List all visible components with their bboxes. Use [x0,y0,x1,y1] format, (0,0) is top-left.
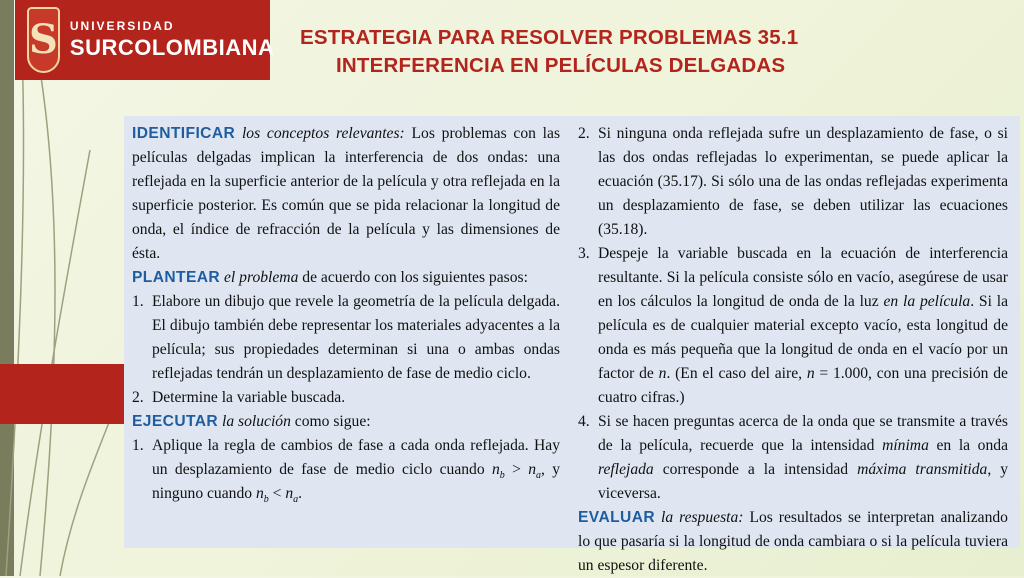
list-item: 1. Elabore un dibujo que revele la geometría de la película delgada. El dibujo también debe representar los materiales adyacentes a la película; sus propiedades determinan si una o ambas ondas reflejadas tendrán un desplazamiento de fase de medio ciclo. [132,293,560,382]
list-item: 3. Despeje la variable buscada en la ecuación de interferencia resultante. Si la película consiste sólo en vacío, asegúrese de usar en los cálculos la longitud de onda de la luz en la película. Si la película es de cualquier material excepto vacío, esta longitud de onda es más pequeña que la longitud de onda en el vacío por un factor de n. (En el caso del aire, n = 1.000, con una precisión de cuatro cifras.) [578,245,1008,406]
logo-small-text: UNIVERSIDAD [69,19,175,33]
list-item: 2. Determine la variable buscada. [132,389,346,406]
content-panel [124,116,1020,574]
logo-big-text: SURCOLOMBIANA [69,35,275,60]
red-side-tab [0,364,124,424]
plantear-heading: PLANTEAR [132,269,221,286]
decorative-lines [0,0,140,576]
identificar-section: IDENTIFICAR los conceptos relevantes: Los problemas con las películas delgadas implican la interferencia de dos ondas: una reflejada en la superficie anterior de la película y otra reflejada en la superficie posterior. Es común que se pida relacionar la longitud de onda, el índice de refracción de la película y las dimensiones de ésta. [132,125,561,262]
left-column [132,122,560,506]
ejecutar-section: EJECUTAR la solución como sigue: [132,413,371,430]
evaluar-heading: EVALUAR [578,509,656,526]
title-line-2: INTERFERENCIA EN PELÍCULAS DELGADAS [336,54,786,77]
shield-icon: S [27,7,60,73]
title-line-1: ESTRATEGIA PARA RESOLVER PROBLEMAS 35.1 [300,26,799,49]
list-item: 2. Si ninguna onda reflejada sufre un desplazamiento de fase, o si las dos ondas reflejadas lo experimentan, se puede aplicar la ecuación (35.17). Si sólo una de las ondas reflejadas experimenta un desplazamiento de fase, se deben utilizar las ecuaciones (35.18). [578,125,1008,238]
list-item: 4. Si se hacen preguntas acerca de la onda que se transmite a través de la película, recuerde que la intensidad mínima en la onda reflejada corresponde a la intensidad máxima transmitida, y viceversa. [578,413,1009,502]
university-logo [15,0,275,80]
slide-title [300,24,900,80]
plantear-section: PLANTEAR el problema de acuerdo con los siguientes pasos: [132,269,528,286]
identificar-heading: IDENTIFICAR [132,125,236,142]
ejecutar-heading: EJECUTAR [132,413,219,430]
list-item: 1. Aplique la regla de cambios de fase a cada onda reflejada. Hay un desplazamiento de fase de medio ciclo cuando $n_b > n_a$, y ninguno cuando $n_b < n_a$. [132,437,561,506]
evaluar-section: EVALUAR la respuesta: Los resultados se interpretan analizando lo que pasaría si la longitud de onda cambiara o si la película tuviera un espesor diferente. [578,509,1008,574]
right-column [578,122,1008,578]
